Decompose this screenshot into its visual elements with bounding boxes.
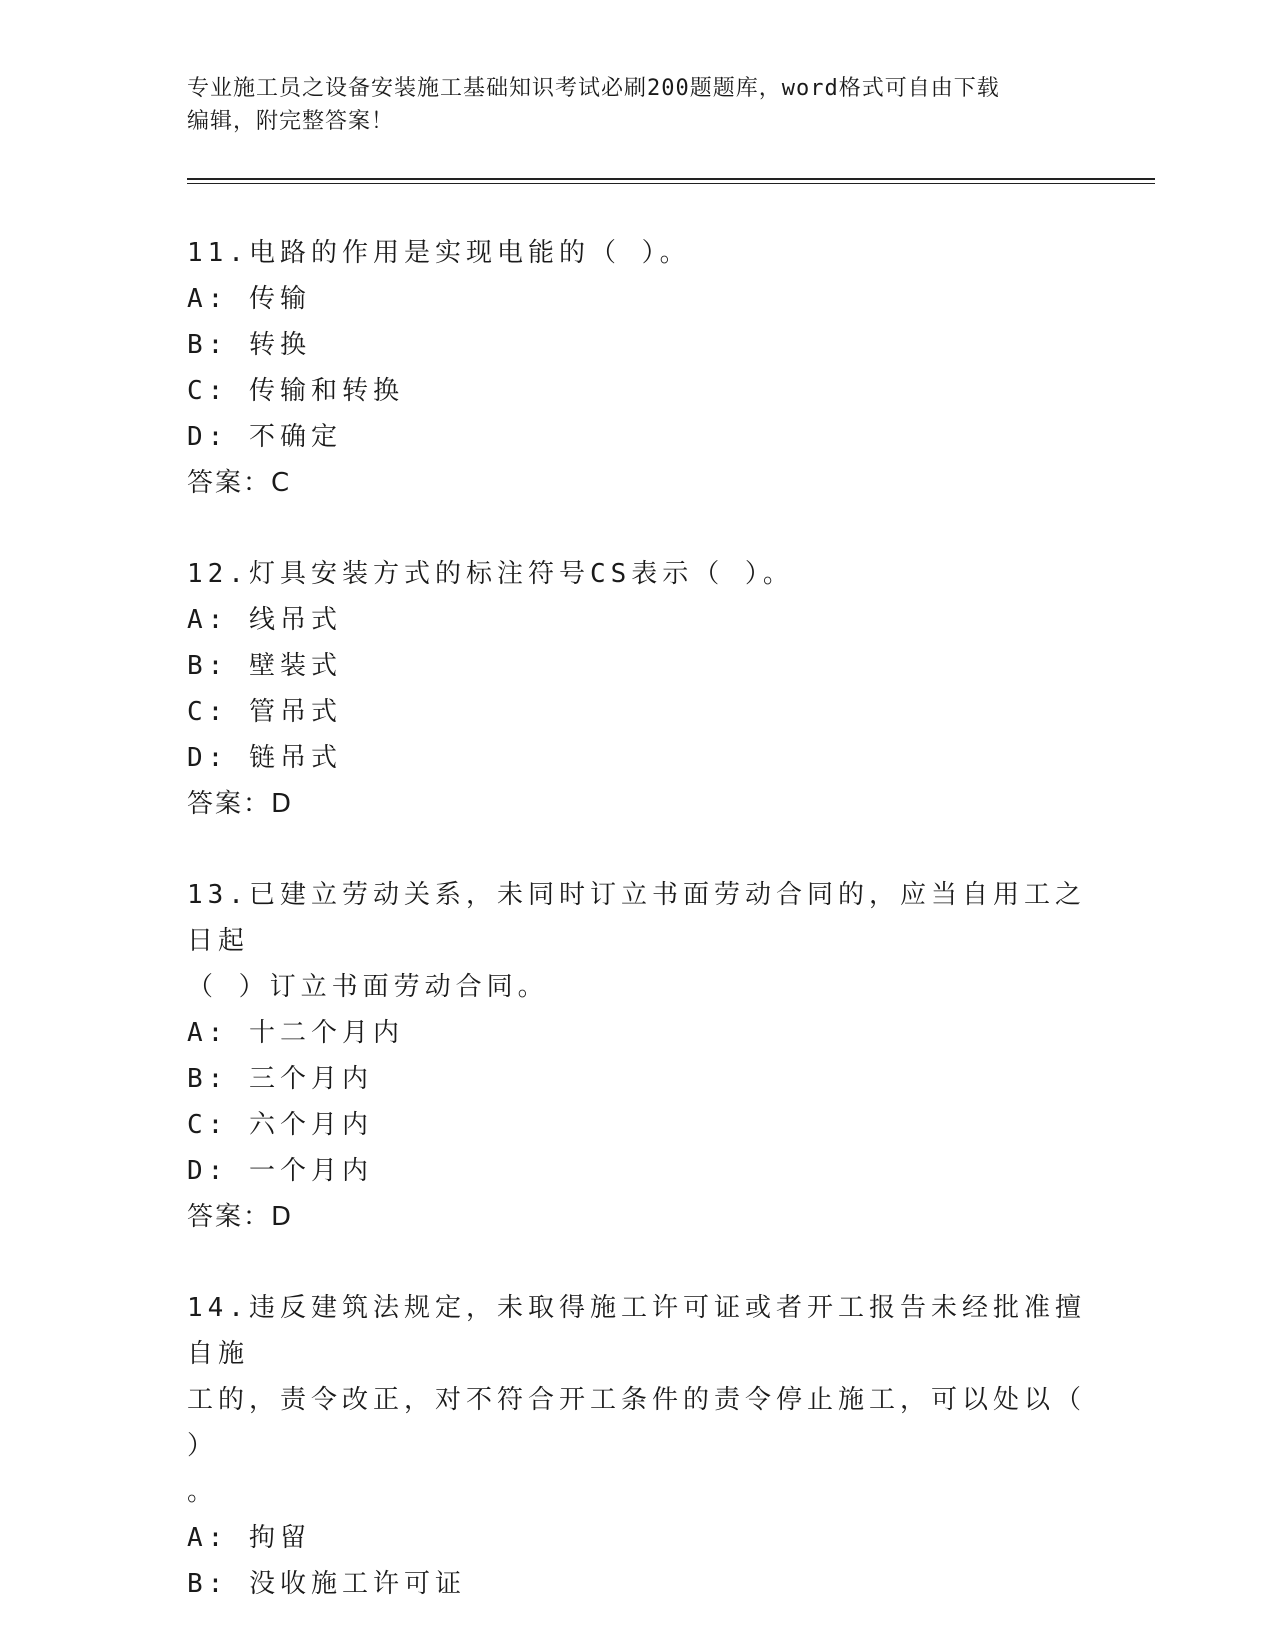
option-a: A: 十二个月内 <box>187 1018 404 1048</box>
option-b: B: 三个月内 <box>187 1064 373 1094</box>
header-line-1: 专业施工员之设备安装施工基础知识考试必刷200题题库，word格式可自由下载 <box>187 76 1000 101</box>
answer-line: 答案：D <box>187 1202 294 1232</box>
option-c: C: 传输和转换 <box>187 376 404 406</box>
question-stem-line-3: 。 <box>187 1477 219 1507</box>
option-d: D: 不确定 <box>187 422 342 452</box>
option-b: B: 没收施工许可证 <box>187 1569 466 1599</box>
option-a: A: 线吊式 <box>187 605 342 635</box>
question-stem: 12.灯具安装方式的标注符号CS表示（ ）。 <box>187 559 794 589</box>
header-line-2: 编辑，附完整答案！ <box>187 109 395 134</box>
answer-line: 答案：D <box>187 789 294 819</box>
question-list <box>187 230 1087 1652</box>
question-11 <box>187 230 1087 506</box>
option-c: C: 管吊式 <box>187 697 342 727</box>
question-stem-line-2: 工的，责令改正，对不符合开工条件的责令停止施工，可以处以（ ） <box>187 1385 1087 1461</box>
option-b: B: 壁装式 <box>187 651 342 681</box>
answer-line: 答案：C <box>187 468 292 498</box>
page-header <box>187 72 1087 138</box>
option-d: D: 链吊式 <box>187 743 342 773</box>
header-divider <box>187 178 1155 184</box>
question-14 <box>187 1285 1087 1607</box>
question-stem-line-1: 13.已建立劳动关系，未同时订立书面劳动合同的，应当自用工之日起 <box>187 880 1086 956</box>
question-12 <box>187 551 1087 827</box>
option-a: A: 拘留 <box>187 1523 311 1553</box>
question-stem-line-1: 14.违反建筑法规定，未取得施工许可证或者开工报告未经批准擅自施 <box>187 1293 1086 1369</box>
option-d: D: 一个月内 <box>187 1156 373 1186</box>
option-a: A: 传输 <box>187 284 311 314</box>
question-stem-line-2: （ ）订立书面劳动合同。 <box>187 972 549 1002</box>
option-c: C: 六个月内 <box>187 1110 373 1140</box>
question-13 <box>187 872 1087 1240</box>
option-b: B: 转换 <box>187 330 311 360</box>
question-stem: 11.电路的作用是实现电能的（ ）。 <box>187 238 691 268</box>
